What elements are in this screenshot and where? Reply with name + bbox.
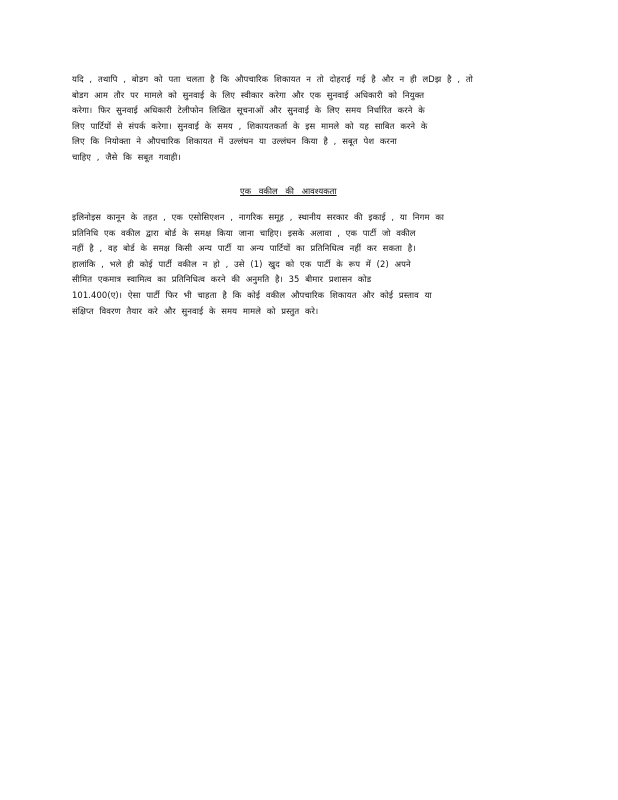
- paragraph-line: लिए कि नियोक्ता ने औपचारिक शिकायत में उल्लंघन या उल्लंघन किया है , सबूत पेश करना: [72, 136, 397, 147]
- paragraph-line: सीमित एकमात्र स्वामित्व का प्रतिनिधित्व करने की अनुमति है। 35 बीमार प्रशासन कोड: [72, 274, 372, 285]
- paragraph-line: बोडग आम तौर पर मामले को सुनवाई के लिए स्वीकार करेगा और एक सुनवाई अधिकारी को नियुक्त: [72, 89, 425, 100]
- paragraph-line: 101.400(ए)। ऐसा पार्टी फिर भी चाहता है कि कोई वकील औपचारिक शिकायत और कोई प्रस्ताव या: [72, 289, 432, 300]
- paragraph-line: हालांकि , भले ही कोई पार्टी वकील न हो , उसे (1) खुद को एक पार्टी के रूप में (2) अपने: [72, 258, 411, 269]
- paragraph-line: प्रतिनिधि एक वकील द्वारा बोर्ड के समक्ष किया जाना चाहिए। इसके अलावा , एक पार्टी जो वकील: [72, 227, 416, 238]
- section-heading: एक वकील की आवश्यकता: [240, 186, 337, 196]
- paragraph-line: नहीं है , वह बोर्ड के समक्ष किसी अन्य पार्टी या अन्य पार्टियों का प्रतिनिधित्व नहीं कर सकता है।: [72, 243, 416, 254]
- paragraph-line: संक्षिप्त विवरण तैयार करे और सुनवाई के समय मामले को प्रस्तुत करे।: [72, 305, 319, 316]
- paragraph-line: करेगा। फिर सुनवाई अधिकारी टेलीफोन लिखित सूचनाओं और सुनवाई के लिए समय निर्धारित करने के: [72, 105, 425, 116]
- paragraph-line: यदि , तथापि , बोडग को पता चलता है कि औपचारिक शिकायत न तो दोहराई गई है और न ही लDझ है , तो: [72, 74, 473, 84]
- paragraph-attorney-requirement: [72, 210, 542, 319]
- paragraph-line: चाहिए , जैसे कि सबूत गवाही।: [72, 151, 181, 162]
- paragraph-complaint-hearing: [72, 72, 542, 166]
- paragraph-line: लिए पार्टियों से संपर्क करेगा। सुनवाई के समय , शिकायतकर्ता के इस मामले को यह साबित करने के: [72, 120, 428, 131]
- paragraph-line: इलिनोइस कानून के तहत , एक एसोसिएशन , नागरिक समूह , स्थानीय सरकार की इकाई , या निगम का: [72, 212, 445, 222]
